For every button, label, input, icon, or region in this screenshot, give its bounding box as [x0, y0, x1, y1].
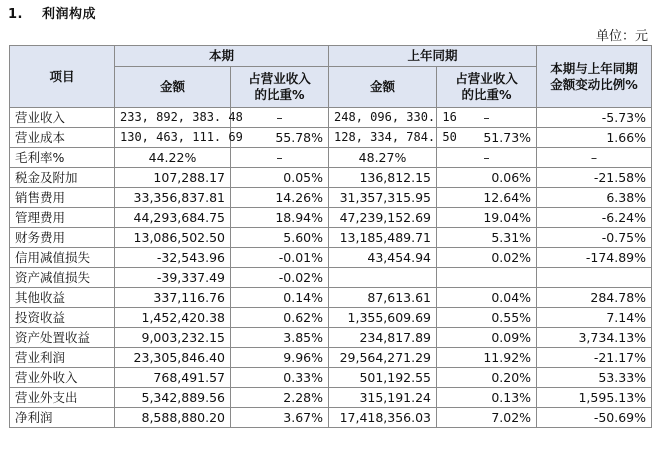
row-label: 管理费用 [10, 208, 115, 228]
row-label: 营业收入 [10, 108, 115, 128]
current-ratio-cell: 3.67% [231, 408, 329, 428]
prior-amount-cell: 87,613.61 [329, 288, 437, 308]
table-row [10, 228, 652, 248]
row-label: 营业成本 [10, 128, 115, 148]
change-cell: 7.14% [537, 308, 652, 328]
prior-amount-cell: 234,817.89 [329, 328, 437, 348]
prior-ratio-cell: – [437, 108, 537, 128]
current-ratio-cell: 9.96% [231, 348, 329, 368]
current-ratio-cell: 0.05% [231, 168, 329, 188]
prior-ratio-cell: 11.92% [437, 348, 537, 368]
row-label: 其他收益 [10, 288, 115, 308]
current-amount-cell: 44,293,684.75 [115, 208, 231, 228]
prior-ratio-cell: 0.04% [437, 288, 537, 308]
current-ratio-cell: 55.78% [231, 128, 329, 148]
prior-amount-cell: 13,185,489.71 [329, 228, 437, 248]
current-amount-cell: 233, 892, 383. 48 [115, 108, 231, 128]
current-ratio-cell: 0.62% [231, 308, 329, 328]
change-cell: 6.38% [537, 188, 652, 208]
current-ratio-cell: 5.60% [231, 228, 329, 248]
ratio-header-line2: 的比重% [254, 87, 305, 102]
current-amount-cell: -32,543.96 [115, 248, 231, 268]
table-row [10, 148, 652, 168]
current-amount-cell: 9,003,232.15 [115, 328, 231, 348]
row-label: 营业外收入 [10, 368, 115, 388]
current-ratio-cell: 3.85% [231, 328, 329, 348]
prior-ratio-cell: 0.02% [437, 248, 537, 268]
current-ratio-cell: -0.01% [231, 248, 329, 268]
change-cell [537, 268, 652, 288]
current-amount-cell: -39,337.49 [115, 268, 231, 288]
prior-amount-cell: 31,357,315.95 [329, 188, 437, 208]
change-cell: – [537, 148, 652, 168]
section-heading [8, 3, 96, 22]
current-ratio-cell: 14.26% [231, 188, 329, 208]
row-label: 营业外支出 [10, 388, 115, 408]
section-title: 利润构成 [42, 7, 97, 22]
prior-ratio-cell: 0.20% [437, 368, 537, 388]
table-body [10, 108, 652, 428]
change-cell: 53.33% [537, 368, 652, 388]
col-header-change-line1: 本期与上年同期 [550, 60, 638, 76]
current-amount-cell: 337,116.76 [115, 288, 231, 308]
section-number: 1. [8, 7, 23, 22]
table-row [10, 308, 652, 328]
table-row [10, 408, 652, 428]
col-header-prior-amount: 金额 [329, 67, 437, 108]
change-cell: 3,734.13% [537, 328, 652, 348]
table-row [10, 288, 652, 308]
header-row-top [10, 46, 652, 67]
current-amount-cell: 107,288.17 [115, 168, 231, 188]
current-ratio-cell: 0.33% [231, 368, 329, 388]
col-header-current-ratio [231, 67, 329, 108]
change-cell: -0.75% [537, 228, 652, 248]
prior-ratio-cell: 0.55% [437, 308, 537, 328]
table-row [10, 108, 652, 128]
current-ratio-cell: -0.02% [231, 268, 329, 288]
current-amount-cell: 768,491.57 [115, 368, 231, 388]
prior-amount-cell: 1,355,609.69 [329, 308, 437, 328]
prior-amount-cell: 128, 334, 784. 50 [329, 128, 437, 148]
current-amount-cell: 23,305,846.40 [115, 348, 231, 368]
current-amount-cell: 1,452,420.38 [115, 308, 231, 328]
current-amount-cell: 13,086,502.50 [115, 228, 231, 248]
prior-amount-cell: 29,564,271.29 [329, 348, 437, 368]
change-cell: -6.24% [537, 208, 652, 228]
current-ratio-cell: 0.14% [231, 288, 329, 308]
current-amount-cell: 8,588,880.20 [115, 408, 231, 428]
prior-amount-cell: 136,812.15 [329, 168, 437, 188]
current-amount-cell: 5,342,889.56 [115, 388, 231, 408]
ratio-header-line1: 占营业收入 [248, 71, 311, 86]
prior-ratio-cell [437, 268, 537, 288]
change-cell: 284.78% [537, 288, 652, 308]
change-cell: -21.58% [537, 168, 652, 188]
table-row [10, 208, 652, 228]
col-header-prior-ratio [437, 67, 537, 108]
ratio-header-line2: 的比重% [461, 87, 512, 102]
prior-amount-cell: 17,418,356.03 [329, 408, 437, 428]
table-row [10, 168, 652, 188]
table-row [10, 348, 652, 368]
row-label: 财务费用 [10, 228, 115, 248]
table-row [10, 388, 652, 408]
change-cell: 1.66% [537, 128, 652, 148]
row-label: 净利润 [10, 408, 115, 428]
prior-ratio-cell: 5.31% [437, 228, 537, 248]
change-cell: -50.69% [537, 408, 652, 428]
table-row [10, 268, 652, 288]
current-amount-cell: 44.22% [115, 148, 231, 168]
table-row [10, 328, 652, 348]
col-header-current-amount: 金额 [115, 67, 231, 108]
prior-ratio-cell: 51.73% [437, 128, 537, 148]
prior-amount-cell: 48.27% [329, 148, 437, 168]
table-row [10, 248, 652, 268]
current-amount-cell: 130, 463, 111. 69 [115, 128, 231, 148]
current-ratio-cell: 2.28% [231, 388, 329, 408]
row-label: 毛利率% [10, 148, 115, 168]
unit-note: 单位：元 [595, 29, 648, 44]
prior-amount-cell: 315,191.24 [329, 388, 437, 408]
row-label: 资产处置收益 [10, 328, 115, 348]
row-label: 投资收益 [10, 308, 115, 328]
row-label: 信用减值损失 [10, 248, 115, 268]
prior-ratio-cell: 19.04% [437, 208, 537, 228]
prior-ratio-cell: 7.02% [437, 408, 537, 428]
current-ratio-cell: 18.94% [231, 208, 329, 228]
change-cell: 1,595.13% [537, 388, 652, 408]
prior-amount-cell: 43,454.94 [329, 248, 437, 268]
col-header-current-period: 本期 [115, 46, 329, 67]
prior-amount-cell: 248, 096, 330. 16 [329, 108, 437, 128]
col-header-prior-period: 上年同期 [329, 46, 537, 67]
table-row [10, 188, 652, 208]
row-label: 税金及附加 [10, 168, 115, 188]
col-header-item: 项目 [10, 46, 115, 108]
current-ratio-cell: – [231, 148, 329, 168]
ratio-header-line1: 占营业收入 [455, 71, 518, 86]
prior-ratio-cell: 0.09% [437, 328, 537, 348]
change-cell: -174.89% [537, 248, 652, 268]
row-label: 营业利润 [10, 348, 115, 368]
prior-ratio-cell: – [437, 148, 537, 168]
current-amount-cell: 33,356,837.81 [115, 188, 231, 208]
profit-composition-table [9, 45, 652, 428]
table-row [10, 128, 652, 148]
prior-amount-cell [329, 268, 437, 288]
prior-ratio-cell: 12.64% [437, 188, 537, 208]
prior-ratio-cell: 0.06% [437, 168, 537, 188]
col-header-change-line2: 金额变动比例% [550, 76, 638, 92]
row-label: 销售费用 [10, 188, 115, 208]
table-row [10, 368, 652, 388]
prior-ratio-cell: 0.13% [437, 388, 537, 408]
change-cell: -5.73% [537, 108, 652, 128]
current-ratio-cell: – [231, 108, 329, 128]
col-header-change [537, 46, 652, 108]
prior-amount-cell: 501,192.55 [329, 368, 437, 388]
change-cell: -21.17% [537, 348, 652, 368]
prior-amount-cell: 47,239,152.69 [329, 208, 437, 228]
row-label: 资产减值损失 [10, 268, 115, 288]
